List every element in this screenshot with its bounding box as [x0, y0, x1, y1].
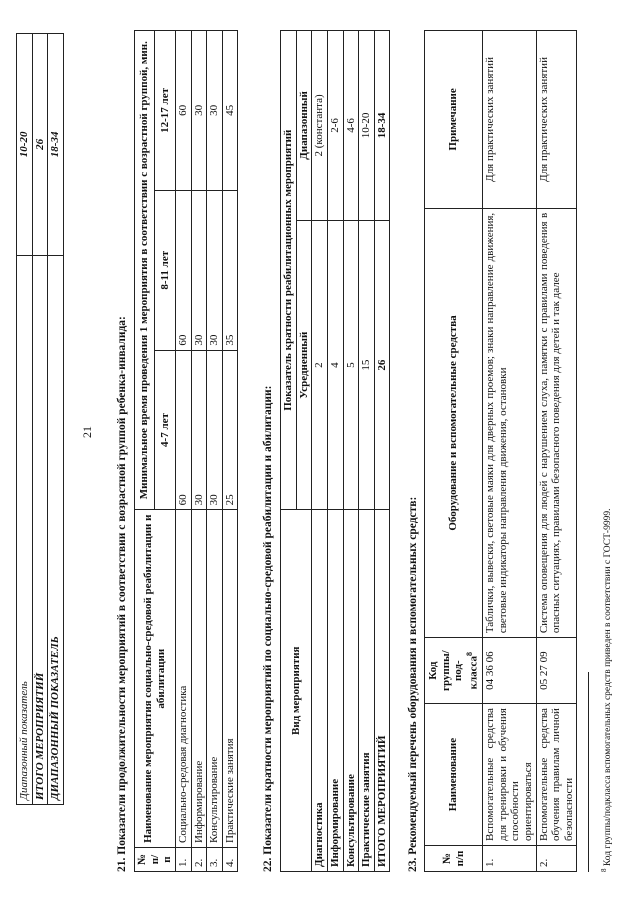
row-num: 4. [222, 848, 238, 872]
row-kind: ИТОГО МЕРОПРИЯТИЙ [374, 510, 390, 872]
row-value: 60 [175, 190, 191, 350]
row-num: 2. [191, 848, 207, 872]
row-value: 30 [207, 31, 223, 191]
row-value: 18-34 [48, 34, 64, 256]
table-row [343, 31, 359, 872]
row-range: 4-6 [343, 31, 359, 221]
row-name: Практические занятия [222, 510, 238, 848]
row-code: 04 36 06 [483, 638, 537, 704]
row-equip: Таблички, вывески, световые маяки для дверных проемов; знаки направление движения, световые индикаторы направления движения, остановки [483, 208, 537, 637]
row-value: 30 [207, 190, 223, 350]
row-name: Вспомогательные средства обучения правилам личной безопасности [536, 704, 577, 846]
row-num: 2. [536, 846, 577, 872]
row-kind: Консультирование [343, 510, 359, 872]
section-22-title: 22. Показатели кратности мероприятий по социально-средовой реабилитации и абилитации: [262, 385, 274, 872]
row-name: Вспомогательные средства для тренировки и обучения способности ориентироваться [483, 704, 537, 846]
col-note-header: Примечание [425, 31, 483, 209]
row-avg: 15 [359, 220, 375, 510]
section-21-title: 21. Показатели продолжительности мероприятий в соответствии с возрастной группой ребенка-инвалида: [116, 316, 128, 872]
table-row [222, 31, 238, 872]
section-23-title: 23. Рекомендуемый перечень оборудования и вспомогательных средств: [407, 496, 419, 872]
row-avg: 2 [312, 220, 328, 510]
col-range-header: Диапазонный [296, 31, 312, 221]
table-row [359, 31, 375, 872]
col-age-header: 12-17 лет [155, 31, 175, 191]
code-header-text: Код группы/под-класса [426, 650, 480, 692]
footnote-mark: 8 [600, 868, 608, 872]
col-equip-header: Оборудование и вспомогательные средства [425, 208, 483, 637]
col-age-header: 4-7 лет [155, 350, 175, 510]
table-row [32, 34, 48, 805]
row-value: 30 [191, 31, 207, 191]
row-value: 60 [175, 31, 191, 191]
row-value: 26 [32, 34, 48, 256]
col-age-header: 8-11 лет [155, 190, 175, 350]
col-avg-header: Усредненный [296, 220, 312, 510]
row-value: 25 [222, 350, 238, 510]
table-row [175, 31, 191, 872]
row-code: 05 27 09 [536, 638, 577, 704]
table-row [312, 31, 328, 872]
row-num: 1. [175, 848, 191, 872]
row-num: 3. [207, 848, 223, 872]
row-range: 2-6 [327, 31, 343, 221]
col-code-header [425, 638, 483, 704]
footnote-text: Код группы/подкласса вспомогательных средств приведен в соответствии с ГОСТ-9999. [603, 508, 614, 867]
row-value: 60 [175, 350, 191, 510]
row-value: 30 [191, 190, 207, 350]
col-group-header: Минимальное время проведения 1 мероприятия в соответствии с возрастной группой, мин. [135, 31, 155, 510]
row-kind: Практические занятия [359, 510, 375, 872]
frequency-table [280, 30, 390, 872]
table-row [374, 31, 390, 872]
row-label: Диапазонный показатель [17, 255, 33, 804]
row-name: Консультирование [207, 510, 223, 848]
table-row [483, 31, 537, 872]
row-equip: Система оповещения для людей с нарушением слуха, памятки с правилами поведения в опасных ситуациях, правилами безопасного поведения для детей и так далее [536, 208, 577, 637]
row-value: 30 [191, 350, 207, 510]
row-range: 10-20 [359, 31, 375, 221]
row-avg: 26 [374, 220, 390, 510]
table-row [48, 34, 64, 805]
row-range: 2 (константа) [312, 31, 328, 221]
col-num-header: № п/п [135, 848, 176, 872]
footnote [600, 509, 613, 872]
row-note: Для практических занятий [483, 31, 537, 209]
row-value: 45 [222, 31, 238, 191]
range-summary-table [16, 33, 64, 805]
col-name-header: Наименование [425, 704, 483, 846]
table-row [191, 31, 207, 872]
table-row [17, 34, 33, 805]
table-row [207, 31, 223, 872]
col-name-header: Наименование мероприятия социально-средовой реабилитации и абилитации [135, 510, 176, 848]
duration-table [134, 30, 238, 872]
row-value: 35 [222, 190, 238, 350]
col-num-header: № п/п [425, 846, 483, 872]
col-group-header: Показатель кратности реабилитационных мероприятий [281, 31, 297, 510]
row-avg: 5 [343, 220, 359, 510]
row-name: Социально-средовая диагностика [175, 510, 191, 848]
page-number: 21 [80, 426, 94, 438]
footnote-ref: 8 [464, 651, 474, 656]
equipment-table [424, 30, 577, 872]
row-kind: Информирование [327, 510, 343, 872]
table-row [536, 31, 577, 872]
row-label: ИТОГО МЕРОПРИЯТИЙ [32, 255, 48, 804]
row-value: 10-20 [17, 34, 33, 256]
row-num: 1. [483, 846, 537, 872]
row-name: Информирование [191, 510, 207, 848]
row-avg: 4 [327, 220, 343, 510]
footnote-separator [588, 672, 589, 872]
row-kind: Диагностика [312, 510, 328, 872]
table-row [327, 31, 343, 872]
row-label: ДИАПАЗОННЫЙ ПОКАЗАТЕЛЬ [48, 255, 64, 804]
row-value: 30 [207, 350, 223, 510]
row-note: Для практических занятий [536, 31, 577, 209]
row-range: 18-34 [374, 31, 390, 221]
col-kind-header: Вид мероприятия [281, 510, 312, 872]
